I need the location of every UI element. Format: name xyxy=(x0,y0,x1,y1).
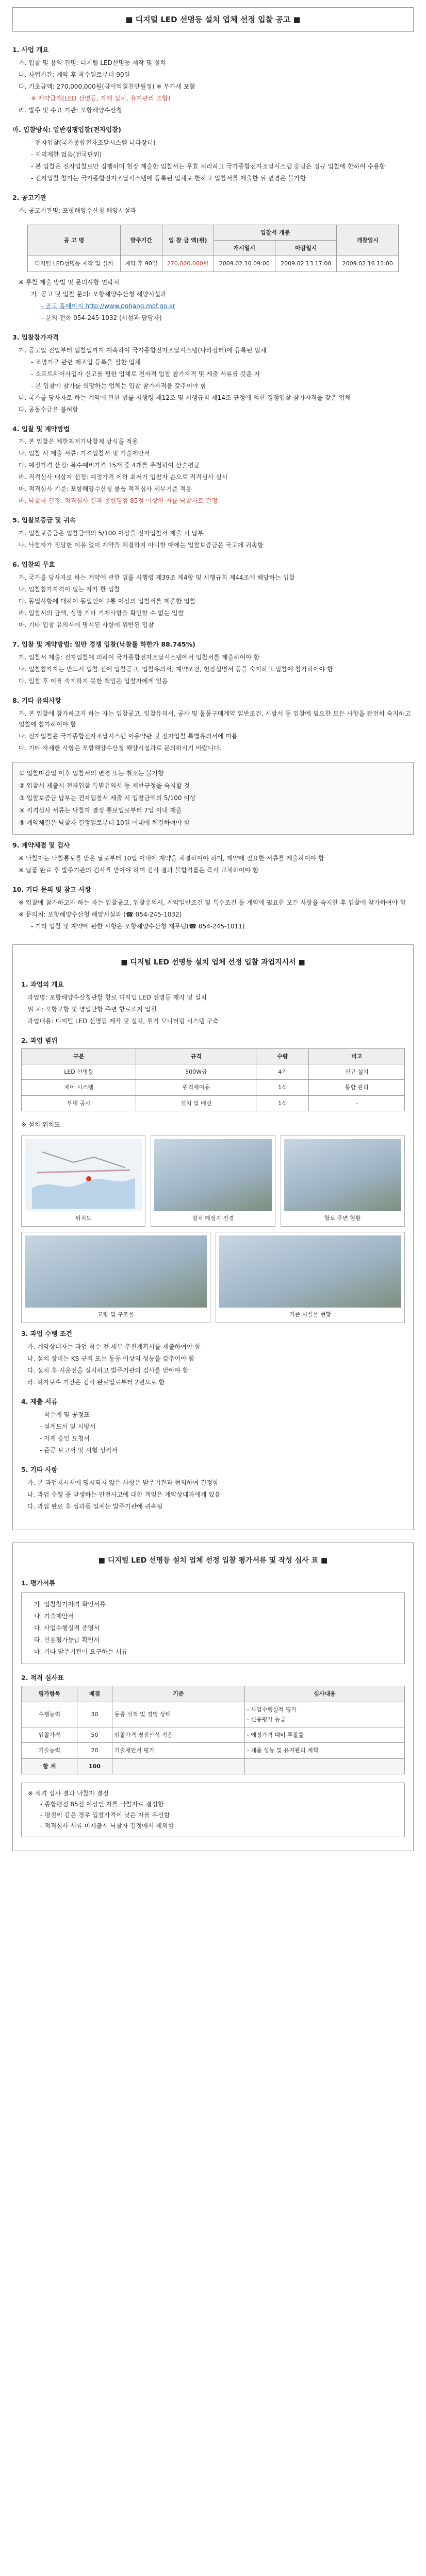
text-line: ※ 계약금액(LED 선명등, 자재 설치, 유지관리 포함) xyxy=(31,95,171,103)
table-cell: 계약 후 90일 xyxy=(120,256,162,272)
text-line: 마. 기타 입찰 유의서에 명시된 사항에 위반된 입찰 xyxy=(19,621,154,629)
table-cell: - 사업수행실적 평가 - 신용평가 등급 xyxy=(244,1702,404,1727)
table-row xyxy=(22,1064,405,1080)
table-cell: LED 선명등 xyxy=(22,1064,136,1080)
notice-item: ⑤ 계약체결은 낙찰자 결정일로부터 10일 이내에 체결하여야 함 xyxy=(19,819,190,826)
table-header: 구분 xyxy=(22,1048,136,1064)
text-line: - 본 입찰에 참가를 희망하는 업체는 입찰 참가자격을 갖추어야 함 xyxy=(31,382,207,389)
text-line: 가. 본 입찰에 참가하고자 하는 자는 입찰공고, 입찰유의서, 공사 및 물품구매계약 일반조건, 시방서 등 입찰에 필요한 모든 사항을 완전히 숙지하고 입찰에 참가하여야 함 xyxy=(19,709,411,728)
section-heading: 2. 적격 심사표 xyxy=(21,1674,64,1682)
eval-documents xyxy=(21,1578,405,1665)
section-heading: 4. 입찰 및 계약방법 xyxy=(12,425,70,433)
text-line: 다. 공동수급은 불허함 xyxy=(19,405,78,413)
text-line: 다. 설치 후 시운전을 실시하고 발주기관의 검사를 받아야 함 xyxy=(27,1367,189,1375)
section-overview xyxy=(12,44,414,116)
table-cell: - 예정가격 대비 투찰률 xyxy=(244,1727,404,1743)
image-caption: 항로 주변 현황 xyxy=(324,1214,361,1222)
task-submission xyxy=(21,1396,405,1456)
map-cell xyxy=(21,1136,145,1227)
text-line: 가. 입찰보증금은 입찰금액의 5/100 이상을 전자입찰서 제출 시 납부 xyxy=(19,530,204,537)
section-invalid xyxy=(12,559,414,631)
section-heading: 7. 입찰 및 계약방법: 일반 경쟁 입찰(낙찰률 하한가 88.745%) xyxy=(12,640,195,649)
text-line: 나. 설치 장비는 KS 규격 또는 동등 이상의 성능을 갖추어야 함 xyxy=(27,1355,195,1363)
table-cell: 2009.02.13 17:00 xyxy=(275,256,337,272)
photo-cell xyxy=(281,1136,405,1227)
text-line: - 기타 입찰 및 계약에 관한 사항은 포항해양수산청 재무팀(☎ 054-245-1011) xyxy=(31,922,245,930)
table-cell: 디지털 LED선명등 제작 및 설치 xyxy=(28,256,121,272)
text-line: 가. 계약상대자는 과업 착수 전 세부 추진계획서를 제출하여야 함 xyxy=(27,1343,201,1351)
table-header: 공 고 명 xyxy=(28,225,121,256)
text-line: 나. 과업 수행 중 발생하는 안전사고에 대한 책임은 계약상대자에게 있음 xyxy=(27,1491,221,1498)
section-heading: 1. 사업 개요 xyxy=(12,46,49,54)
text-line: 다. 기타 자세한 사항은 포항해양수산청 해양시설과로 문의하시기 바랍니다. xyxy=(19,744,222,752)
text-line: 나. 입찰참가자는 반드시 입찰 전에 입찰공고, 입찰유의서, 계약조건, 현장설명서 등을 숙지하고 입찰에 참가하여야 함 xyxy=(19,666,333,673)
text-line: - 준공 보고서 및 시험 성적서 xyxy=(40,1447,118,1454)
text-line: 다. 입찰 후 이를 숙지하지 못한 책임은 입찰자에게 있음 xyxy=(19,677,168,685)
text-line: 라. 발주 및 수요 기관: 포항해양수산청 xyxy=(19,107,122,114)
text-line: 나. 사업기간: 계약 후 착수일로부터 90일 xyxy=(19,71,130,79)
table-cell: 1식 xyxy=(256,1095,309,1111)
text-line: 마. 적격심사 기준: 포항해양수산청 물품 적격심사 세부기준 적용 xyxy=(19,485,192,493)
task-etc xyxy=(21,1464,405,1512)
section-bid-method xyxy=(12,124,414,184)
text-line: 가. 공고 및 입찰 문의: 포항해양수산청 해양시설과 xyxy=(31,290,167,298)
text-line: - 지역제한 없음(전국단위) xyxy=(31,151,102,158)
text-line: 라. 적격심사 대상자 선정: 예정가격 이하 최저가 입찰자 순으로 적격심사 실시 xyxy=(19,473,228,481)
section-contact xyxy=(12,277,414,324)
box-title: ■ 디지털 LED 선명등 설치 업체 선정 입찰 평가서류 및 작성 심사 표 ■ xyxy=(98,1556,328,1565)
text-line: 가. 공고일 전일부터 입찰일까지 계속하여 국가종합전자조달시스템(나라장터)에 등록된 업체 xyxy=(19,346,267,354)
section-inquiry xyxy=(12,884,414,932)
table-row xyxy=(28,256,399,272)
text-line: - 적격심사 서류 미제출시 낙찰자 결정에서 제외함 xyxy=(40,1822,174,1829)
section-heading: 5. 입찰보증금 및 귀속 xyxy=(12,516,76,524)
text-line: 다. 사업수행실적 증명서 xyxy=(34,1624,100,1632)
text-line: 바. 낙찰자 결정: 적격심사 결과 종합평점 85점 이상인 자를 낙찰자로 결정 xyxy=(19,497,218,505)
notice-item: ④ 적격심사 서류는 낙찰자 결정 통보일로부터 7일 이내 제출 xyxy=(19,806,182,814)
table-cell: 기술제안서 평가 xyxy=(112,1743,244,1758)
text-line: 다. 기초금액: 270,000,000원(금이억칠천만원정) ※ 부가세 포함 xyxy=(19,83,195,91)
notice-box xyxy=(12,762,414,835)
table-cell: 30 xyxy=(77,1702,112,1727)
section-notes xyxy=(12,695,414,754)
text-line: - 전자입찰 참가는 국가종합전자조달시스템에 등록된 업체로 한하고 입찰서를 제출한 뒤 변경은 불가함 xyxy=(31,175,306,182)
text-line: 라. 하자보수 기간은 검사 완료일로부터 2년으로 함 xyxy=(27,1379,165,1386)
task-scope xyxy=(21,1035,405,1111)
text-line: 라. 입찰서의 금액, 성명 기타 기재사항을 확인할 수 없는 입찰 xyxy=(19,609,184,617)
section-heading: 8. 기타 유의사항 xyxy=(12,697,61,704)
text-line: - 종합평점 85점 이상인 자를 낙찰자로 결정함 xyxy=(40,1800,164,1808)
table-header: 비고 xyxy=(309,1048,405,1064)
text-line: 나. 국가를 당사자로 하는 계약에 관한 법률 시행령 제12조 및 시행규칙 제14조 규정에 의한 경쟁입찰 참가자격을 갖춘 업체 xyxy=(19,394,351,401)
table-cell: 수행능력 xyxy=(22,1702,77,1727)
table-header: 규격 xyxy=(136,1048,256,1064)
table-row xyxy=(22,1727,405,1743)
text-line: 다. 과업 완료 후 성과품 일체는 발주기관에 귀속됨 xyxy=(27,1503,163,1510)
section-heading: 9. 계약체결 및 검사 xyxy=(12,841,70,849)
table-cell xyxy=(112,1758,244,1774)
table-cell: 원격제어용 xyxy=(136,1080,256,1095)
table-cell: 2009.02.10 09:00 xyxy=(214,256,275,272)
table-header: 수량 xyxy=(256,1048,309,1064)
text-line: 과업명: 포항해양수산청관할 항로 디지털 LED 선명등 제작 및 설치 xyxy=(27,994,207,1001)
text-line: 가. 입찰 및 용역 건명: 디지털 LED선명등 제작 및 설치 xyxy=(19,59,166,67)
text-line: 위 치: 포항구항 및 영일만항 주변 항로표지 일원 xyxy=(27,1006,157,1013)
text-line: - 평점이 같은 경우 입찰가격이 낮은 자를 우선함 xyxy=(40,1811,170,1819)
text-line: - 문의 전화 054-245-1032 (시설과 담당자) xyxy=(41,314,162,321)
section-eligibility xyxy=(12,332,414,415)
text-line: ※ 입찰에 참가하고자 하는 자는 입찰공고, 입찰유의서, 계약일반조건 및 특수조건 등 계약에 필요한 모든 사항을 숙지한 후 입찰에 참가하여야 함 xyxy=(19,899,406,906)
table-cell: 500W급 xyxy=(136,1064,256,1080)
table-cell: 270,000,000원 xyxy=(162,256,214,272)
table-cell: 20 xyxy=(77,1743,112,1758)
section-agency xyxy=(12,192,414,216)
text-line: - 설계도서 및 시방서 xyxy=(40,1423,96,1431)
site-photo-image xyxy=(284,1139,401,1211)
text-line: 나. 전자입찰은 국가종합전자조달시스템 이용약관 및 전자입찰 특별유의서에 따름 xyxy=(19,732,238,740)
location-map-image xyxy=(25,1139,142,1211)
table-header: 배점 xyxy=(77,1686,112,1702)
text-line: 나. 입찰참가자격이 없는 자가 한 입찰 xyxy=(19,586,120,594)
text-line: 라. 신용평가등급 확인서 xyxy=(34,1636,100,1644)
site-photo-image xyxy=(154,1139,271,1211)
box-title: ■ 디지털 LED 선명등 설치 업체 선정 입찰 과업지시서 ■ xyxy=(121,958,305,967)
text-line: ※ 문의처: 포항해양수산청 해양시설과 (☎ 054-245-1032) xyxy=(19,910,182,918)
section-contract-type xyxy=(12,639,414,687)
text-line: - 자재 승인 요청서 xyxy=(40,1435,90,1443)
table-cell: 100 xyxy=(77,1758,112,1774)
notice-item: ① 입찰마감일 이후 입찰서의 변경 또는 취소는 불가함 xyxy=(19,769,164,777)
text-line: 다. 예정가격 산정: 복수예비가격 15개 중 4개를 추첨하여 산술평균 xyxy=(19,462,200,469)
text-line: 과업내용: 디지털 LED 선명등 제작 및 설치, 원격 모니터링 시스템 구축 xyxy=(27,1018,219,1025)
text-line: 다. 동일사항에 대하여 동일인이 2통 이상의 입찰서를 제출한 입찰 xyxy=(19,598,196,605)
text-line: 마. 기타 발주기관이 요구하는 서류 xyxy=(34,1648,128,1656)
text-line: - 착수계 및 공정표 xyxy=(40,1411,90,1419)
image-caption: 위치도 xyxy=(75,1214,92,1222)
table-header: 발주기간 xyxy=(120,225,162,256)
text-line: - 소프트웨어사업자 신고를 필한 업체로 전자적 입찰 참가자격 및 제출 서류를 갖춘 자 xyxy=(31,370,260,378)
image-caption: 설치 예정지 전경 xyxy=(192,1214,234,1222)
text-line: 가. 본 과업지시서에 명시되지 않은 사항은 발주기관과 협의하여 결정함 xyxy=(27,1479,219,1486)
table-cell: 합 계 xyxy=(22,1758,77,1774)
site-photo-image xyxy=(219,1235,401,1308)
text-line: 나. 기술제안서 xyxy=(34,1613,74,1620)
table-cell: 입찰가격 평점산식 적용 xyxy=(112,1727,244,1743)
table-cell: - xyxy=(309,1095,405,1111)
table-header: 심사내용 xyxy=(244,1686,404,1702)
site-image-row xyxy=(21,1136,405,1227)
table-header: 기준 xyxy=(112,1686,244,1702)
notice-item: ② 입찰서 제출시 전자입찰 특별유의서 등 제반규정을 숙지할 것 xyxy=(19,782,190,789)
image-caption: 기존 시설물 현황 xyxy=(289,1311,332,1318)
table-row xyxy=(22,1702,405,1727)
table-cell xyxy=(244,1758,404,1774)
task-conditions xyxy=(21,1328,405,1388)
eval-table-section xyxy=(21,1672,405,1774)
table-header: 개찰일시 xyxy=(337,225,399,256)
section-heading: 1. 평가서류 xyxy=(21,1579,56,1587)
section-heading: 2. 공고기관 xyxy=(12,194,47,201)
section-contract xyxy=(12,840,414,876)
table-cell: 1식 xyxy=(256,1080,309,1095)
table-row xyxy=(22,1095,405,1111)
section-heading: 4. 제출 서류 xyxy=(21,1398,58,1406)
task-overview xyxy=(21,979,405,1027)
evaluation-box xyxy=(12,1543,414,1851)
table-sum-row xyxy=(22,1758,405,1774)
text-line: ※ 낙찰자는 낙찰통보를 받은 날로부터 10일 이내에 계약을 체결하여야 하며, 계약에 필요한 서류를 제출하여야 함 xyxy=(19,854,324,862)
text-line: - 전자입찰(국가종합전자조달시스템 나라장터) xyxy=(31,139,156,146)
page-title: ■ 디지털 LED 선명등 설치 업체 선정 입찰 공고 ■ xyxy=(12,7,414,32)
table-header: 입 찰 금 액(원) xyxy=(162,225,214,256)
table-cell: 기술능력 xyxy=(22,1743,77,1758)
section-heading: 3. 입찰참가자격 xyxy=(12,333,59,341)
evaluation-table xyxy=(21,1686,405,1774)
homepage-link[interactable]: - 공고 홈페이지 http://www.pohang.mof.go.kr xyxy=(41,302,175,310)
text-line: 나. 입찰 시 제출 서류: 가격입찰서 및 기술제안서 xyxy=(19,450,150,457)
schedule-table xyxy=(27,225,399,272)
table-row xyxy=(22,1080,405,1095)
table-header: 평가항목 xyxy=(22,1686,77,1702)
eval-documents-box xyxy=(21,1592,405,1664)
site-image-row xyxy=(21,1232,405,1323)
section-heading: 1. 과업의 개요 xyxy=(21,980,64,989)
photo-cell xyxy=(151,1136,275,1227)
section-deposit xyxy=(12,515,414,551)
section-heading: 마. 입찰방식: 일반경쟁입찰(전자입찰) xyxy=(12,126,122,134)
scope-table xyxy=(21,1048,405,1111)
section-heading: 5. 기타 사항 xyxy=(21,1466,58,1474)
text-line: 가. 본 입찰은 제한최저가낙찰제 방식을 적용 xyxy=(19,438,138,446)
text-line: 가. 입찰서 제출: 전자입찰에 의하여 국가종합전자조달시스템에서 입찰서를 제출하여야 함 xyxy=(19,654,260,661)
site-photo-image xyxy=(25,1235,207,1308)
table-cell: 부대 공사 xyxy=(22,1095,136,1111)
photo-cell xyxy=(21,1232,210,1323)
table-cell: 4기 xyxy=(256,1064,309,1080)
section-heading: 3. 과업 수행 조건 xyxy=(21,1330,72,1338)
section-heading: 2. 과업 범위 xyxy=(21,1037,58,1044)
table-cell: 제어 시스템 xyxy=(22,1080,136,1095)
notice-item: ③ 입찰보증금 납부는 전자입찰서 제출 시 입찰금액의 5/100 이상 xyxy=(19,794,196,802)
text-line: 가. 국가를 당사자로 하는 계약에 관한 법률 시행령 제39조 제4항 및 시행규칙 제44조에 해당하는 입찰 xyxy=(19,574,295,582)
image-section-title: ※ 설치 위치도 xyxy=(21,1121,60,1128)
text-line: - 본 입찰은 전자입찰로만 집행하며 현장 제출한 입찰서는 무효 처리하고 국가종합전자조달시스템 응답은 정규 입찰에 한하여 수용함 xyxy=(31,163,386,170)
section-method xyxy=(12,423,414,507)
text-line: 가. 공고기관명: 포항해양수산청 해양시설과 xyxy=(19,207,136,214)
table-row xyxy=(22,1743,405,1758)
eval-notes-box xyxy=(21,1783,405,1837)
table-header: 입찰서 개봉 xyxy=(214,225,337,240)
text-line: 가. 입찰참가자격 확인서류 xyxy=(34,1601,106,1608)
table-cell: 신규 설치 xyxy=(309,1064,405,1080)
table-header: 마감일시 xyxy=(275,241,337,256)
text-line: ※ 투찰 제출 방법 및 문의사항 연락처 xyxy=(19,278,120,286)
table-cell: 동종 실적 및 경영 상태 xyxy=(112,1702,244,1727)
table-cell: 입찰가격 xyxy=(22,1727,77,1743)
table-cell: - 제품 성능 및 유지관리 계획 xyxy=(244,1743,404,1758)
section-heading: 10. 기타 문의 및 참고 사항 xyxy=(12,885,91,893)
map-graphic xyxy=(32,1142,135,1209)
table-cell: 50 xyxy=(77,1727,112,1743)
task-instruction-box xyxy=(12,944,414,1530)
image-caption: 교량 및 구조물 xyxy=(97,1311,134,1318)
text-line: 나. 낙찰자가 정당한 이유 없이 계약을 체결하지 아니할 때에는 입찰보증금은 국고에 귀속함 xyxy=(19,541,264,549)
table-header: 개시일시 xyxy=(214,241,275,256)
table-cell: 2009.02.16 11:00 xyxy=(337,256,399,272)
text-line: ※ 납품 완료 후 발주기관의 검사를 받아야 하며 검사 결과 불합격품은 즉시 교체하여야 함 xyxy=(19,866,259,874)
text-line: - 조명기구 관련 제조업 등록을 필한 업체 xyxy=(31,358,141,366)
table-cell: 설치 및 배선 xyxy=(136,1095,256,1111)
section-heading: 6. 입찰의 무효 xyxy=(12,561,55,569)
text-line: ※ 적격 심사 결과 낙찰자 결정 xyxy=(28,1789,109,1797)
photo-cell xyxy=(216,1232,405,1323)
table-cell: 통합 관리 xyxy=(309,1080,405,1095)
